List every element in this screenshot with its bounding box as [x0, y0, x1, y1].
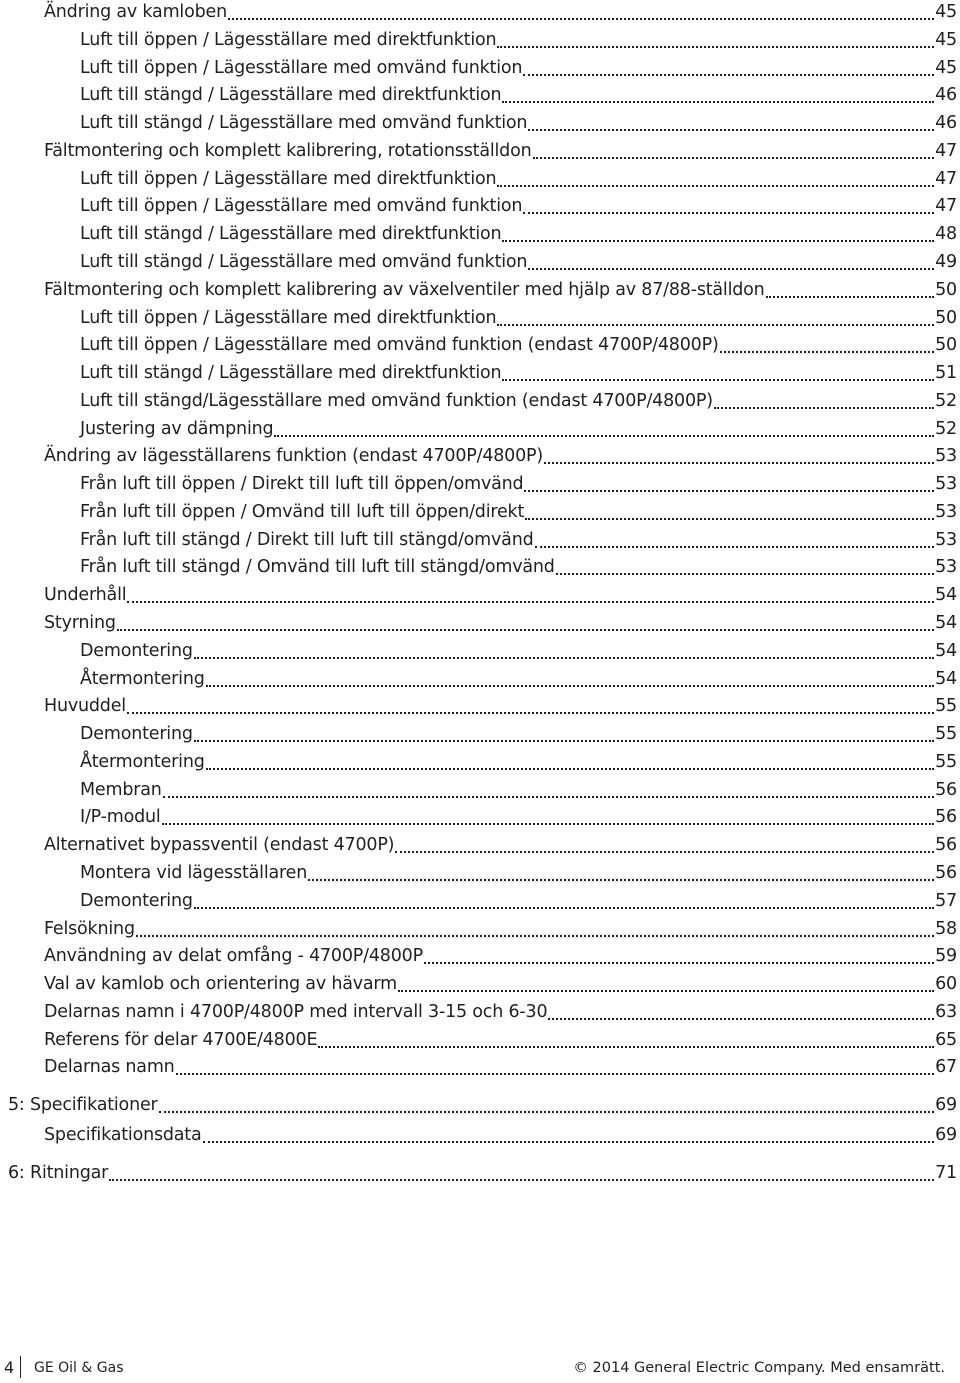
- toc-entry[interactable]: [80, 502, 957, 526]
- toc-leader-dots: [274, 434, 934, 437]
- toc-entry-title: Från luft till stängd / Direkt till luft till stängd/omvänd: [80, 530, 534, 550]
- toc-entry[interactable]: [80, 530, 957, 554]
- toc-leader-dots: [525, 517, 934, 520]
- toc-leader-dots: [556, 572, 934, 575]
- toc-entry-page: 50: [935, 280, 957, 300]
- toc-entry-title: Membran: [80, 780, 162, 800]
- toc-entry-page: 59: [935, 946, 957, 966]
- toc-entry-title: Referens för delar 4700E/4800E: [44, 1030, 318, 1050]
- toc-entry-page: 51: [935, 363, 957, 383]
- toc-leader-dots: [194, 906, 934, 909]
- toc-entry-page: 67: [935, 1057, 957, 1077]
- toc-entry[interactable]: [80, 891, 957, 915]
- toc-entry-page: 50: [935, 308, 957, 328]
- toc-leader-dots: [109, 1178, 934, 1181]
- footer-divider: [20, 1356, 21, 1378]
- toc-entry-title: Ändring av lägesställarens funktion (endast 4700P/4800P): [44, 446, 544, 466]
- toc-leader-dots: [497, 45, 934, 48]
- toc-entry[interactable]: [44, 280, 957, 304]
- toc-leader-dots: [395, 850, 934, 853]
- toc-entry-page: 54: [935, 641, 957, 661]
- toc-entry-page: 47: [935, 169, 957, 189]
- toc-entry-page: 60: [935, 974, 957, 994]
- toc-entry-title: Luft till öppen / Lägesställare med direktfunktion: [80, 308, 497, 328]
- toc-entry-page: 52: [935, 391, 957, 411]
- toc-entry-page: 53: [935, 502, 957, 522]
- toc-leader-dots: [194, 739, 934, 742]
- toc-entry[interactable]: [80, 752, 957, 776]
- toc-leader-dots: [424, 961, 934, 964]
- toc-entry-title: Fältmontering och komplett kalibrering, rotationsställdon: [44, 141, 532, 161]
- toc-entry-title: Montera vid lägesställaren: [80, 863, 308, 883]
- toc-leader-dots: [136, 934, 934, 937]
- toc-entry[interactable]: [80, 780, 957, 804]
- toc-leader-dots: [308, 878, 934, 881]
- toc-entry-page: 49: [935, 252, 957, 272]
- toc-leader-dots: [502, 239, 934, 242]
- toc-leader-dots: [528, 128, 934, 131]
- toc-leader-dots: [206, 684, 935, 687]
- toc-entry[interactable]: [44, 974, 957, 998]
- toc-entry-title: Delarnas namn i 4700P/4800P med intervall 3-15 och 6-30: [44, 1002, 548, 1022]
- toc-entry-title: 6: Ritningar: [8, 1163, 109, 1183]
- toc-entry[interactable]: [80, 724, 957, 748]
- toc-entry-page: 65: [935, 1030, 957, 1050]
- toc-entry[interactable]: [44, 696, 957, 720]
- toc-entry-title: Från luft till öppen / Direkt till luft till öppen/omvänd: [80, 474, 524, 494]
- toc-leader-dots: [127, 600, 934, 603]
- toc-entry-title: Luft till öppen / Lägesställare med omvänd funktion (endast 4700P/4800P): [80, 335, 719, 355]
- toc-entry-page: 53: [935, 530, 957, 550]
- toc-entry-title: Luft till stängd/Lägesställare med omvänd funktion (endast 4700P/4800P): [80, 391, 713, 411]
- toc-entry-page: 57: [935, 891, 957, 911]
- toc-leader-dots: [535, 545, 935, 548]
- toc-entry[interactable]: [80, 474, 957, 498]
- toc-leader-dots: [720, 350, 935, 353]
- toc-leader-dots: [528, 267, 934, 270]
- toc-entry[interactable]: [80, 669, 957, 693]
- toc-entry[interactable]: [44, 1030, 957, 1054]
- toc-entry-title: Luft till stängd / Lägesställare med direktfunktion: [80, 85, 502, 105]
- toc-entry-title: Användning av delat omfång - 4700P/4800P: [44, 946, 423, 966]
- toc-entry[interactable]: [8, 1163, 957, 1187]
- toc-entry[interactable]: [80, 391, 957, 415]
- toc-leader-dots: [714, 406, 934, 409]
- toc-entry-page: 69: [935, 1125, 957, 1145]
- toc-entry[interactable]: [44, 446, 957, 470]
- toc-entry-title: Fältmontering och komplett kalibrering av växelventiler med hjälp av 87/88-ställdon: [44, 280, 765, 300]
- footer-copyright: © 2014 General Electric Company. Med ensamrätt.: [573, 1360, 945, 1376]
- toc-entry[interactable]: [44, 613, 957, 637]
- toc-leader-dots: [159, 1110, 935, 1113]
- toc-entry[interactable]: [80, 308, 957, 332]
- toc-entry-title: Luft till stängd / Lägesställare med omvänd funktion: [80, 252, 528, 272]
- toc-entry[interactable]: [80, 196, 957, 220]
- toc-leader-dots: [163, 795, 934, 798]
- toc-entry-title: Felsökning: [44, 919, 135, 939]
- toc-entry-page: 50: [935, 335, 957, 355]
- toc-entry[interactable]: [80, 169, 957, 193]
- toc-entry-title: Underhåll: [44, 585, 127, 605]
- toc-leader-dots: [523, 73, 934, 76]
- toc-leader-dots: [117, 628, 934, 631]
- toc-entry-page: 58: [935, 919, 957, 939]
- toc-entry[interactable]: [44, 1002, 957, 1026]
- toc-entry[interactable]: [80, 863, 957, 887]
- toc-entry-page: 54: [935, 585, 957, 605]
- toc-entry[interactable]: [44, 946, 957, 970]
- toc-entry[interactable]: [80, 641, 957, 665]
- toc-leader-dots: [502, 378, 934, 381]
- toc-entry-title: Justering av dämpning: [80, 419, 274, 439]
- toc-entry-title: Delarnas namn: [44, 1057, 175, 1077]
- toc-entry-page: 56: [935, 807, 957, 827]
- toc-entry-page: 54: [935, 613, 957, 633]
- toc-entry[interactable]: [44, 835, 957, 859]
- toc-entry-title: Luft till öppen / Lägesställare med omvänd funktion: [80, 58, 523, 78]
- page-number: 4: [4, 1358, 15, 1377]
- toc-entry-title: Luft till öppen / Lägesställare med direktfunktion: [80, 30, 497, 50]
- toc-entry-page: 55: [935, 696, 957, 716]
- toc-entry-page: 69: [935, 1095, 957, 1115]
- toc-leader-dots: [497, 323, 934, 326]
- toc-entry-title: Demontering: [80, 641, 193, 661]
- page-footer: [0, 1356, 960, 1380]
- toc-entry-page: 46: [935, 113, 957, 133]
- toc-entry-page: 53: [935, 474, 957, 494]
- toc-leader-dots: [194, 656, 934, 659]
- toc-entry[interactable]: [80, 363, 957, 387]
- toc-leader-dots: [127, 711, 934, 714]
- footer-brand: GE Oil & Gas: [34, 1360, 124, 1376]
- toc-entry-title: Återmontering: [80, 669, 205, 689]
- toc-leader-dots: [206, 767, 935, 770]
- toc-entry-page: 45: [935, 30, 957, 50]
- toc-entry-title: Demontering: [80, 724, 193, 744]
- toc-entry-page: 45: [935, 58, 957, 78]
- toc-entry-page: 48: [935, 224, 957, 244]
- toc-entry-page: 47: [935, 196, 957, 216]
- toc-entry-page: 56: [935, 780, 957, 800]
- toc-entry[interactable]: [80, 807, 957, 831]
- toc-entry-title: 5: Specifikationer: [8, 1095, 158, 1115]
- toc-entry-page: 46: [935, 85, 957, 105]
- toc-entry-title: Luft till stängd / Lägesställare med omvänd funktion: [80, 113, 528, 133]
- toc-leader-dots: [548, 1017, 934, 1020]
- toc-entry-title: Demontering: [80, 891, 193, 911]
- toc-entry[interactable]: [80, 58, 957, 82]
- toc-entry[interactable]: [80, 224, 957, 248]
- toc-entry-title: I/P-modul: [80, 807, 161, 827]
- toc-entry-page: 45: [935, 2, 957, 22]
- toc-entry[interactable]: [80, 419, 957, 443]
- toc-entry[interactable]: [44, 585, 957, 609]
- toc-leader-dots: [523, 211, 934, 214]
- toc-entry-title: Från luft till öppen / Omvänd till luft till öppen/direkt: [80, 502, 525, 522]
- toc-entry-page: 56: [935, 863, 957, 883]
- toc-leader-dots: [203, 1140, 935, 1143]
- toc-entry[interactable]: [80, 30, 957, 54]
- toc-entry[interactable]: [8, 1095, 957, 1119]
- toc-entry-page: 53: [935, 446, 957, 466]
- toc-leader-dots: [176, 1072, 935, 1075]
- toc-leader-dots: [497, 184, 934, 187]
- toc-leader-dots: [162, 822, 935, 825]
- toc-entry[interactable]: [44, 1125, 957, 1149]
- toc-entry-page: 71: [935, 1163, 957, 1183]
- toc-entry[interactable]: [44, 1057, 957, 1081]
- toc-leader-dots: [544, 461, 934, 464]
- toc-entry[interactable]: [80, 85, 957, 109]
- toc-entry-page: 63: [935, 1002, 957, 1022]
- toc-entry-title: Val av kamlob och orientering av hävarm: [44, 974, 397, 994]
- toc-entry-page: 55: [935, 752, 957, 772]
- toc-leader-dots: [533, 156, 935, 159]
- toc-entry-title: Luft till stängd / Lägesställare med direktfunktion: [80, 224, 502, 244]
- toc-entry-title: Styrning: [44, 613, 116, 633]
- toc-entry-title: Från luft till stängd / Omvänd till luft till stängd/omvänd: [80, 557, 555, 577]
- toc-leader-dots: [398, 989, 934, 992]
- toc-entry-title: Huvuddel: [44, 696, 126, 716]
- toc-leader-dots: [524, 489, 934, 492]
- toc-entry[interactable]: [80, 335, 957, 359]
- toc-entry-title: Luft till öppen / Lägesställare med direktfunktion: [80, 169, 497, 189]
- toc-entry-page: 54: [935, 669, 957, 689]
- toc-entry[interactable]: [80, 252, 957, 276]
- toc-entry-title: Specifikationsdata: [44, 1125, 202, 1145]
- toc-entry-page: 56: [935, 835, 957, 855]
- toc-entry[interactable]: [44, 141, 957, 165]
- toc-entry[interactable]: [80, 557, 957, 581]
- toc-leader-dots: [766, 295, 935, 298]
- toc-entry-title: Ändring av kamloben: [44, 2, 227, 22]
- toc-entry-title: Luft till stängd / Lägesställare med direktfunktion: [80, 363, 502, 383]
- toc-entry-title: Alternativet bypassventil (endast 4700P): [44, 835, 395, 855]
- toc-entry-page: 53: [935, 557, 957, 577]
- toc-entry-title: Återmontering: [80, 752, 205, 772]
- toc-leader-dots: [502, 100, 934, 103]
- toc-entry-page: 52: [935, 419, 957, 439]
- toc-entry-page: 47: [935, 141, 957, 161]
- toc-entry-title: Luft till öppen / Lägesställare med omvänd funktion: [80, 196, 523, 216]
- toc-entry-page: 55: [935, 724, 957, 744]
- toc-leader-dots: [318, 1045, 934, 1048]
- toc-leader-dots: [228, 17, 934, 20]
- toc-entry[interactable]: [80, 113, 957, 137]
- toc-entry[interactable]: [44, 919, 957, 943]
- toc-entry[interactable]: [44, 2, 957, 26]
